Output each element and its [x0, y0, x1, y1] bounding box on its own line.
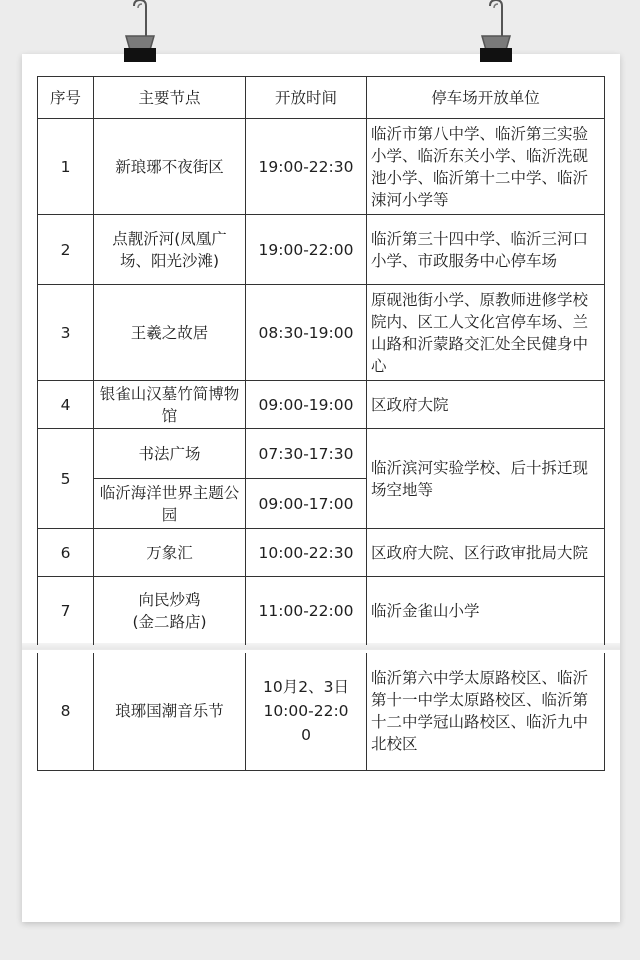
row-node: 点靓沂河(凤凰广场、阳光沙滩) — [94, 215, 246, 285]
table-row — [38, 215, 605, 285]
row-node: 向民炒鸡 (金二路店) — [94, 577, 246, 645]
row-no: 3 — [38, 285, 94, 381]
row-node: 新琅琊不夜街区 — [94, 119, 246, 215]
row-time: 10月2、3日 10:00-22:0 0 — [246, 653, 367, 770]
row-no: 1 — [38, 119, 94, 215]
row-unit: 区政府大院、区行政审批局大院 — [367, 529, 605, 577]
table-row — [38, 577, 605, 645]
row-time: 10:00-22:30 — [246, 529, 367, 577]
row-node: 银雀山汉墓竹简博物馆 — [94, 381, 246, 429]
row-unit: 临沂第六中学太原路校区、临沂第十一中学太原路校区、临沂第十二中学冠山路校区、临沂九中北校区 — [367, 653, 605, 770]
row-time: 08:30-19:00 — [246, 285, 367, 381]
row-no: 6 — [38, 529, 94, 577]
row-time: 11:00-22:00 — [246, 577, 367, 645]
row-unit: 区政府大院 — [367, 381, 605, 429]
row-node: 王羲之故居 — [94, 285, 246, 381]
header-unit: 停车场开放单位 — [367, 77, 605, 119]
table-header-row — [38, 77, 605, 119]
row-unit: 原砚池街小学、原教师进修学校院内、区工人文化宫停车场、兰山路和沂蒙路交汇处全民健身中心 — [367, 285, 605, 381]
row-time: 19:00-22:00 — [246, 215, 367, 285]
row-time: 19:00-22:30 — [246, 119, 367, 215]
table-row — [38, 529, 605, 577]
row-time: 09:00-17:00 — [246, 479, 367, 529]
row-no: 2 — [38, 215, 94, 285]
parking-table-continued — [37, 653, 605, 771]
binder-clip-icon — [120, 0, 160, 70]
row-unit: 临沂滨河实验学校、后十拆迁现场空地等 — [367, 429, 605, 529]
table-row — [38, 429, 605, 479]
table-row — [38, 381, 605, 429]
table-row — [38, 119, 605, 215]
row-no: 4 — [38, 381, 94, 429]
row-unit: 临沂市第八中学、临沂第三实验小学、临沂东关小学、临沂洗砚池小学、临沂第十二中学、临沂涑河小学等 — [367, 119, 605, 215]
parking-table — [37, 76, 605, 645]
table-row — [38, 285, 605, 381]
row-node: 临沂海洋世界主题公园 — [94, 479, 246, 529]
row-time: 07:30-17:30 — [246, 429, 367, 479]
row-node: 万象汇 — [94, 529, 246, 577]
row-unit: 临沂第三十四中学、临沂三河口小学、市政服务中心停车场 — [367, 215, 605, 285]
table-row — [38, 653, 605, 770]
row-node: 琅琊国潮音乐节 — [94, 653, 246, 770]
row-no: 7 — [38, 577, 94, 645]
header-node: 主要节点 — [94, 77, 246, 119]
header-time: 开放时间 — [246, 77, 367, 119]
row-unit: 临沂金雀山小学 — [367, 577, 605, 645]
row-time: 09:00-19:00 — [246, 381, 367, 429]
row-no: 8 — [38, 653, 94, 770]
row-node: 书法广场 — [94, 429, 246, 479]
row-no: 5 — [38, 429, 94, 529]
binder-clip-icon — [476, 0, 516, 70]
header-no: 序号 — [38, 77, 94, 119]
